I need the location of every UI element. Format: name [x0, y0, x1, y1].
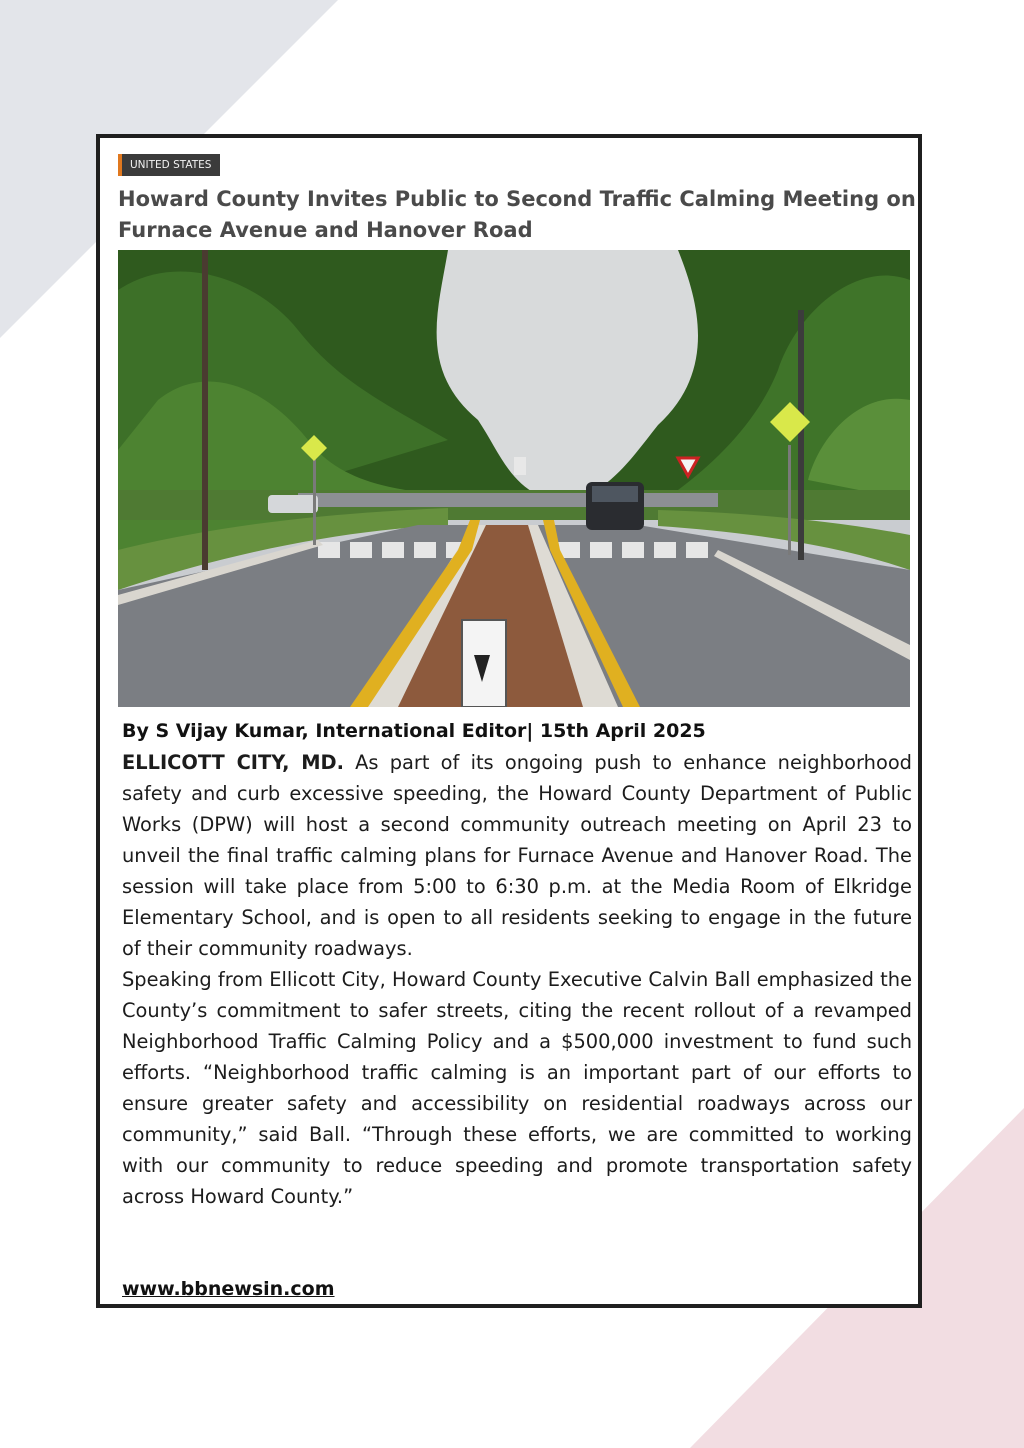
paragraph-1-text: As part of its ongoing push to enhance neighborhood safety and curb excessive speeding, the Howard County Department of Public Works (DPW) will host a second community outreach meeting on April 23 to unveil the final traffic calming plans for Furnace Avenue and Hanover Road. The session will take place from 5:00 to 6:30 p.m. at the Media Room of Elkridge Elementary School, and is open to all residents seeking to engage in the future of their community roadways. [122, 751, 912, 960]
category-tag[interactable]: UNITED STATES [118, 154, 220, 176]
article-photo [118, 250, 910, 707]
article-body [122, 747, 912, 1212]
article-title: Howard County Invites Public to Second Traffic Calming Meeting on Furnace Avenue and Hanover Road [118, 187, 916, 242]
paragraph-2: Speaking from Ellicott City, Howard County Executive Calvin Ball emphasized the County’s commitment to safer streets, citing the recent rollout of a revamped Neighborhood Traffic Calming Policy and a $500,000 investment to fund such efforts. “Neighborhood traffic calming is an important part of our efforts to ensure greater safety and accessibility on residential roadways across our community,” said Ball. “Through these efforts, we are committed to working with our community to reduce speeding and promote transportation safety across Howard County.” [122, 968, 912, 1208]
dateline: ELLICOTT CITY, MD. [122, 751, 344, 774]
website-link[interactable]: www.bbnewsin.com [122, 1278, 335, 1300]
paragraph-1 [122, 747, 912, 964]
article-card [96, 134, 922, 1308]
byline: By S Vijay Kumar, International Editor| 15th April 2025 [122, 720, 706, 742]
